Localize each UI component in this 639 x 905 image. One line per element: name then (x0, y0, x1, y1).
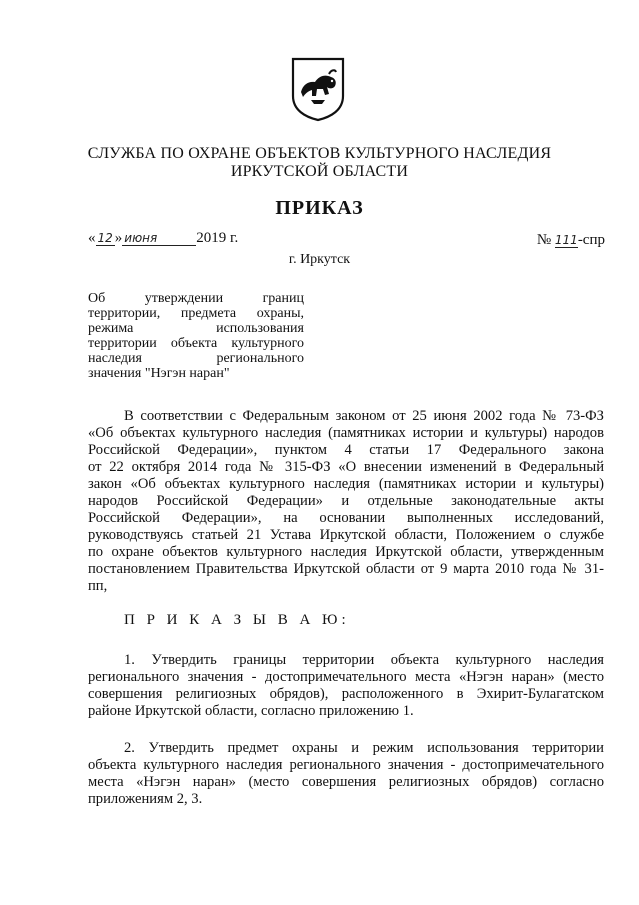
date-month-handwritten: июня (122, 231, 196, 246)
subject-line: территории объекта культурного (88, 336, 304, 351)
paragraph-line: по охране объектов культурного наследия Иркутской области, утвержденным (88, 544, 604, 560)
paragraph-line: места «Нэгэн наран» (место совершения религиозных обрядов) согласно (88, 774, 604, 790)
number-handwritten: 111 (554, 233, 578, 247)
subject-line: наследия регионального (88, 351, 304, 366)
paragraph-line: «Об объектах культурного наследия (памятниках истории и культуры) народов (88, 425, 604, 441)
number-prefix: № (536, 232, 552, 248)
agency-name-line2: ИРКУТСКОЙ ОБЛАСТИ (230, 163, 409, 180)
paragraph-line: пп, (88, 578, 108, 594)
subject-line: Об утверждении границ (88, 291, 304, 306)
date-quote-close: » (114, 230, 123, 246)
paragraph-line: объекта культурного наследия регионального значения - достопримечательного (88, 757, 604, 773)
paragraph-line: народов Российской Федерации» и отдельные законодательные акты (88, 493, 604, 509)
paragraph-line: 2. Утвердить предмет охраны и режим использования территории (124, 740, 604, 756)
date-quote-open: « (88, 230, 96, 246)
agency-name-line1: СЛУЖБА ПО ОХРАНЕ ОБЪЕКТОВ КУЛЬТУРНОГО НАСЛЕДИЯ (87, 145, 552, 162)
preamble-paragraph (88, 408, 604, 595)
document-title: ПРИКАЗ (275, 197, 364, 219)
paragraph-line: приложениям 2, 3. (88, 791, 203, 807)
order-item-1 (88, 652, 604, 720)
paragraph-line: совершения религиозных обрядов), расположенного в Эхирит-Булагатском (88, 686, 604, 702)
subject-line: значения "Нэгэн наран" (88, 366, 230, 381)
subject-line: режима использования (88, 321, 304, 336)
order-number (537, 232, 605, 249)
date-year: 2019 г. (196, 230, 239, 246)
paragraph-line: руководствуясь статьей 21 Устава Иркутской области, Положением о службе (88, 527, 604, 543)
subject-line: территории, предмета охраны, (88, 306, 304, 321)
coat-of-arms-icon (289, 56, 347, 122)
paragraph-line: Российской Федерации», на основании выполненных исследований, (88, 510, 604, 526)
paragraph-line: регионального значения - достопримечательного места «Нэгэн наран» (место (88, 669, 604, 685)
order-directive-word: П Р И К А З Ы В А Ю: (124, 612, 350, 628)
paragraph-line: закон «Об объектах культурного наследия (памятниках истории и культуры) (88, 476, 604, 492)
order-subject (88, 291, 304, 381)
paragraph-line: районе Иркутской области, согласно приложению 1. (88, 703, 414, 719)
city: г. Иркутск (288, 252, 351, 267)
order-item-2 (88, 740, 604, 808)
number-suffix: -спр (577, 232, 605, 248)
paragraph-line: от 22 октября 2014 года № 315-ФЗ «О внесении изменений в Федеральный (88, 459, 604, 475)
paragraph-line: постановлением Правительства Иркутской области от 9 марта 2010 года № 31- (88, 561, 604, 577)
paragraph-line: В соответствии с Федеральным законом от 25 июня 2002 года № 73-ФЗ (124, 408, 604, 424)
order-date (88, 230, 238, 247)
paragraph-line: 1. Утвердить границы территории объекта культурного наследия (124, 652, 604, 668)
date-day-handwritten: 12 (97, 231, 113, 245)
paragraph-line: Российской Федерации», пунктом 4 статьи 17 Федерального закона (88, 442, 604, 458)
